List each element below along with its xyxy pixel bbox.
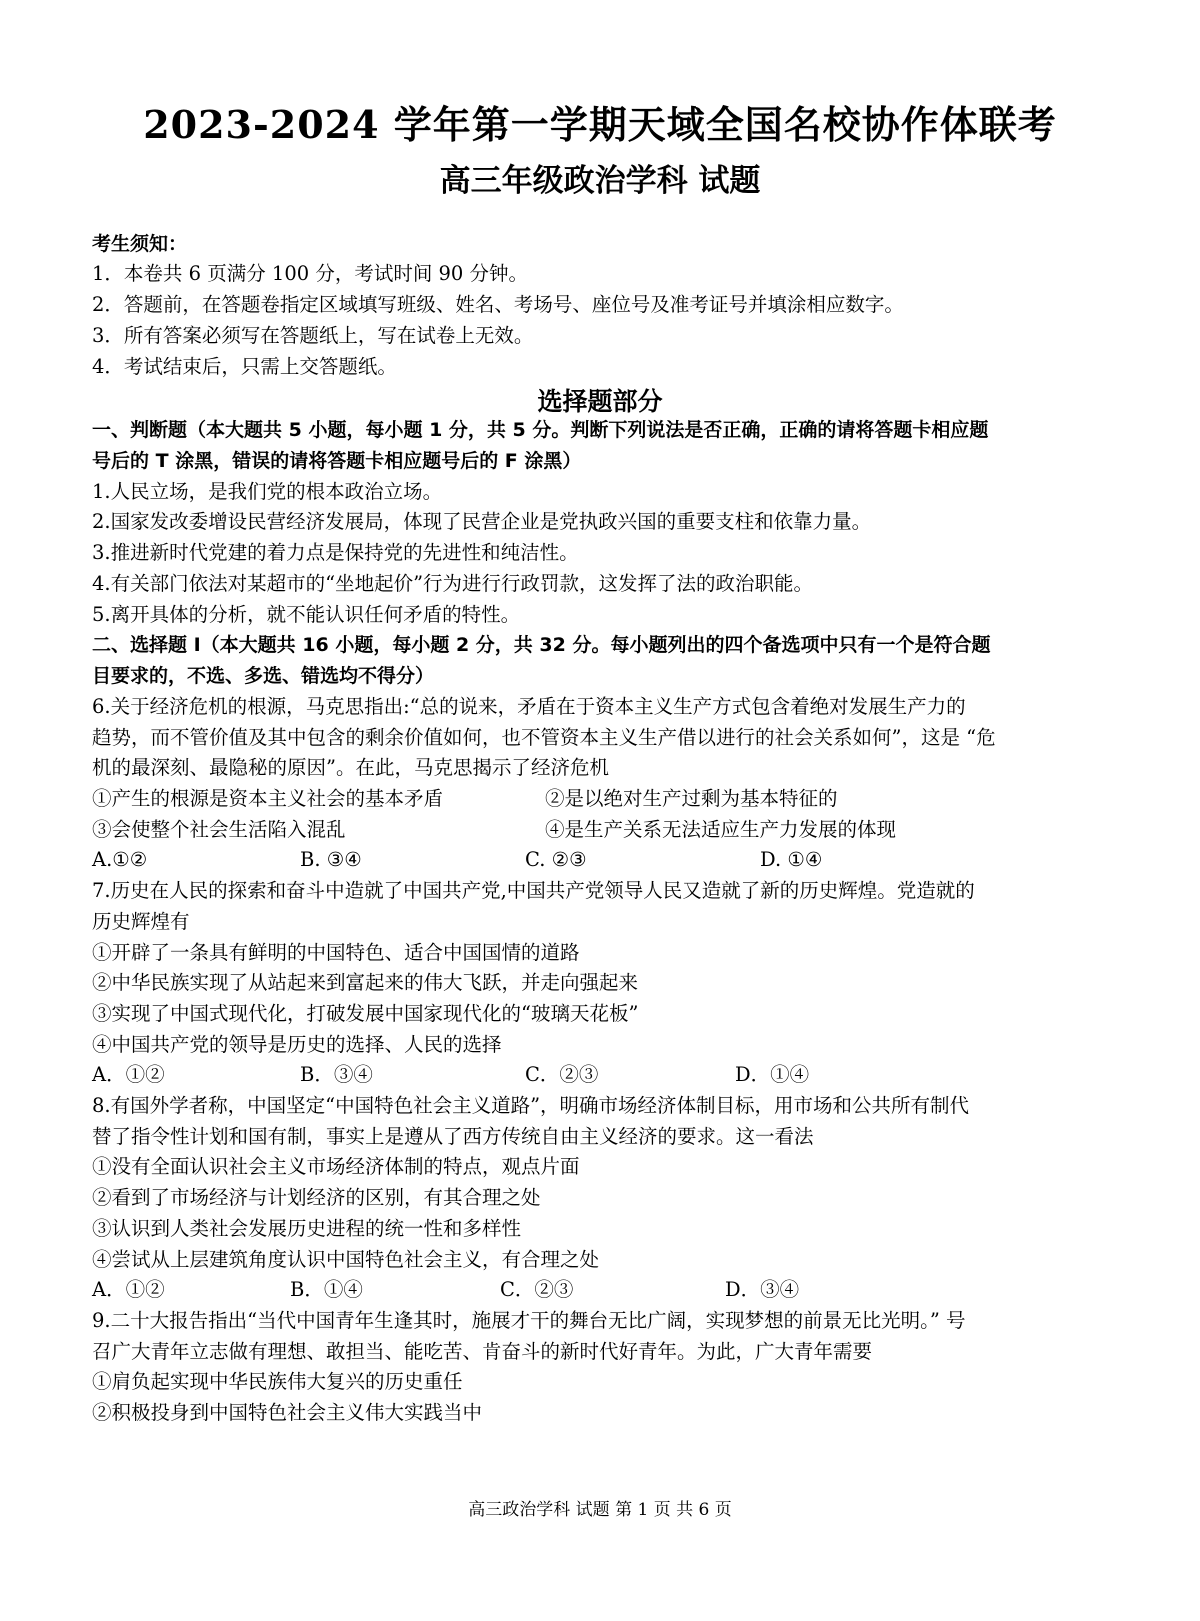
exam-title: 2023-2024 学年第一学期天域全国名校协作体联考 [143, 102, 1057, 147]
exam-subtitle: 高三年级政治学科 试题 [439, 163, 761, 199]
judge-item: 2.国家发改委增设民营经济发展局，体现了民营企业是党执政兴国的重要支柱和依靠力量。 [92, 510, 872, 533]
statement: ③实现了中国式现代化，打破发展中国家现代化的“玻璃天花板” [92, 1002, 639, 1025]
notice-item: 1．本卷共 6 页满分 100 分，考试时间 90 分钟。 [92, 262, 529, 285]
part2-heading: 二、选择题 I（本大题共 16 小题，每小题 2 分，共 32 分。每小题列出的四个备选项中只有一个是符合题 [92, 634, 991, 656]
answer-option: A．①② [92, 1278, 165, 1301]
part2-heading: 目要求的，不选、多选、错选均不得分） [92, 665, 435, 687]
statement: ④是生产关系无法适应生产力发展的体现 [545, 818, 897, 841]
statement: ②中华民族实现了从站起来到富起来的伟大飞跃，并走向强起来 [92, 971, 639, 994]
statement: ①肩负起实现中华民族伟大复兴的历史重任 [92, 1370, 463, 1393]
judge-item: 5.离开具体的分析，就不能认识任何矛盾的特性。 [92, 603, 521, 626]
question-stem: 8.有国外学者称，中国坚定“中国特色社会主义道路”，明确市场经济体制目标，用市场和公共所有制代 [92, 1094, 970, 1117]
answer-option: D．①④ [735, 1063, 810, 1086]
statement: ④尝试从上层建筑角度认识中国特色社会主义，有合理之处 [92, 1248, 600, 1271]
question-stem: 6.关于经济危机的根源，马克思指出:“总的说来，矛盾在于资本主义生产方式包含着绝对发展生产力的 [92, 695, 966, 718]
question-stem: 7.历史在人民的探索和奋斗中造就了中国共产党,中国共产党领导人民又造就了新的历史辉煌。党造就的 [92, 879, 975, 902]
notice-item: 3．所有答案必须写在答题纸上，写在试卷上无效。 [92, 324, 534, 347]
statement: ①没有全面认识社会主义市场经济体制的特点，观点片面 [92, 1155, 580, 1178]
judge-item: 1.人民立场，是我们党的根本政治立场。 [92, 480, 443, 503]
answer-option: C．②③ [500, 1278, 574, 1301]
answer-option: C. ②③ [525, 848, 587, 871]
question-stem: 召广大青年立志做有理想、敢担当、能吃苦、肯奋斗的新时代好青年。为此，广大青年需要 [92, 1340, 873, 1363]
answer-option: D. ①④ [760, 848, 823, 871]
page-footer: 高三政治学科 试题 第 1 页 共 6 页 [468, 1500, 732, 1520]
part1-heading: 一、判断题（本大题共 5 小题，每小题 1 分，共 5 分。判断下列说法是否正确，正确的请将答题卡相应题 [92, 419, 989, 441]
answer-option: B. ③④ [300, 848, 362, 871]
section-title: 选择题部分 [537, 387, 663, 416]
question-stem: 机的最深刻、最隐秘的原因”。在此，马克思揭示了经济危机 [92, 756, 609, 779]
statement: ②积极投身到中国特色社会主义伟大实践当中 [92, 1401, 483, 1424]
statement: ③认识到人类社会发展历史进程的统一性和多样性 [92, 1217, 522, 1240]
answer-option: B．③④ [300, 1063, 373, 1086]
part1-heading: 号后的 T 涂黑，错误的请将答题卡相应题号后的 F 涂黑） [92, 450, 582, 472]
judge-item: 4.有关部门依法对某超市的“坐地起价”行为进行行政罚款，这发挥了法的政治职能。 [92, 572, 814, 595]
answer-option: A.①② [92, 848, 148, 871]
statement: ②是以绝对生产过剩为基本特征的 [545, 787, 838, 810]
question-stem: 历史辉煌有 [92, 910, 190, 933]
answer-option: C．②③ [525, 1063, 599, 1086]
statement: ③会使整个社会生活陷入混乱 [92, 818, 346, 841]
judge-item: 3.推进新时代党建的着力点是保持党的先进性和纯洁性。 [92, 541, 579, 564]
statement: ①产生的根源是资本主义社会的基本矛盾 [92, 787, 444, 810]
question-stem: 替了指令性计划和国有制，事实上是遵从了西方传统自由主义经济的要求。这一看法 [92, 1125, 814, 1148]
answer-option: A．①② [92, 1063, 165, 1086]
notice-item: 2．答题前，在答题卷指定区域填写班级、姓名、考场号、座位号及准考证号并填涂相应数字。 [92, 293, 904, 316]
question-stem: 9.二十大报告指出“当代中国青年生逢其时，施展才干的舞台无比广阔，实现梦想的前景无比光明。” 号 [92, 1309, 966, 1332]
question-stem: 趋势，而不管价值及其中包含的剩余价值如何，也不管资本主义生产借以进行的社会关系如何”，这是 “危 [92, 726, 996, 749]
statement: ②看到了市场经济与计划经济的区别，有其合理之处 [92, 1186, 541, 1209]
answer-option: B．①④ [290, 1278, 363, 1301]
notice-heading: 考生须知： [92, 233, 188, 255]
notice-item: 4．考试结束后，只需上交答题纸。 [92, 355, 397, 378]
answer-option: D．③④ [725, 1278, 800, 1301]
statement: ①开辟了一条具有鲜明的中国特色、适合中国国情的道路 [92, 941, 580, 964]
statement: ④中国共产党的领导是历史的选择、人民的选择 [92, 1033, 502, 1056]
